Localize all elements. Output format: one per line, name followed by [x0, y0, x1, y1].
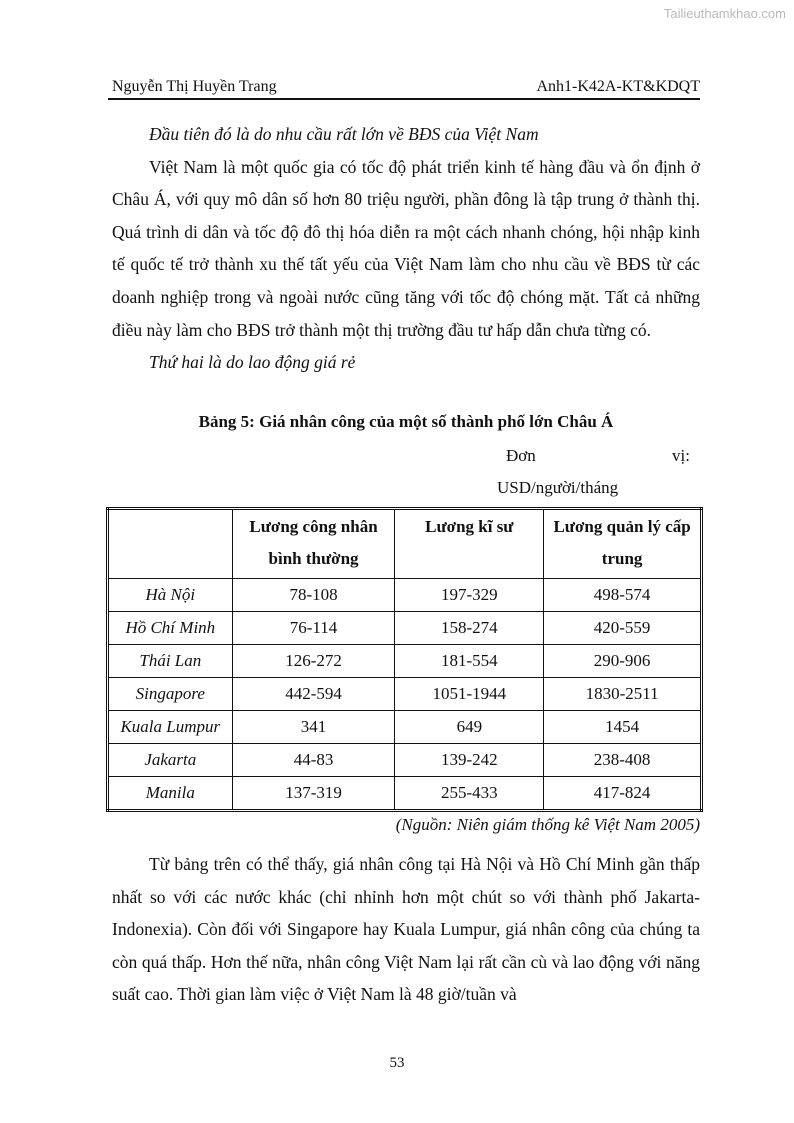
- table-row: [108, 612, 702, 645]
- city-cell: Hà Nội: [108, 579, 233, 612]
- city-cell: Manila: [108, 777, 233, 811]
- table-cell: 238-408: [544, 744, 702, 777]
- table-cell: 181-554: [395, 645, 544, 678]
- table-row: [108, 579, 702, 612]
- city-cell: Kuala Lumpur: [108, 711, 233, 744]
- city-cell: Singapore: [108, 678, 233, 711]
- header-cell-empty: [108, 509, 233, 579]
- unit-label-word2: vị:: [672, 446, 690, 465]
- table-cell: 44-83: [232, 744, 395, 777]
- page-number: 53: [389, 1055, 405, 1071]
- table-caption: Bảng 5: Giá nhân công của một số thành phố lớn Châu Á: [198, 412, 614, 431]
- table-cell: 158-274: [395, 612, 544, 645]
- table-cell: 498-574: [544, 579, 702, 612]
- page-header: [112, 78, 700, 98]
- closing-section: [112, 848, 700, 1011]
- unit-label-word1: Đơn: [506, 446, 536, 465]
- header-rule: [108, 98, 700, 100]
- table-cell: 649: [395, 711, 544, 744]
- table-row: [108, 678, 702, 711]
- table-cell: 139-242: [395, 744, 544, 777]
- table-cell: 341: [232, 711, 395, 744]
- section-2-heading: Thứ hai là do lao động giá rẻ: [149, 352, 356, 373]
- table-cell: 420-559: [544, 612, 702, 645]
- table-cell: 417-824: [544, 777, 702, 811]
- table-cell: 290-906: [544, 645, 702, 678]
- header-cell-engineer-wage: Lương kĩ sư: [395, 509, 544, 579]
- header-cell-manager-wage: Lương quản lý cấp trung: [544, 509, 702, 579]
- table-row: [108, 645, 702, 678]
- table-header-row: [108, 509, 702, 579]
- table-cell: 78-108: [232, 579, 395, 612]
- section-1: [112, 118, 700, 379]
- header-author: Nguyễn Thị Huyền Trang: [112, 78, 277, 95]
- table-cell: 76-114: [232, 612, 395, 645]
- watermark: Tailieuthamkhao.com: [663, 6, 786, 21]
- table-row: [108, 777, 702, 811]
- wage-table: [106, 507, 703, 812]
- header-cell-worker-wage: Lương công nhân bình thường: [232, 509, 395, 579]
- table-cell: 255-433: [395, 777, 544, 811]
- table-cell: 137-319: [232, 777, 395, 811]
- table-cell: 442-594: [232, 678, 395, 711]
- city-cell: Thái Lan: [108, 645, 233, 678]
- section-1-heading: Đầu tiên đó là do nhu cầu rất lớn về BĐS của Việt Nam: [149, 124, 539, 144]
- header-class-code: Anh1-K42A-KT&KDQT: [536, 78, 700, 95]
- table-source: (Nguồn: Niên giám thống kê Việt Nam 2005): [395, 815, 700, 834]
- unit-label-line2: USD/người/tháng: [497, 478, 619, 497]
- table-cell: 1830-2511: [544, 678, 702, 711]
- table-cell: 197-329: [395, 579, 544, 612]
- city-cell: Jakarta: [108, 744, 233, 777]
- table-cell: 126-272: [232, 645, 395, 678]
- closing-paragraph: Từ bảng trên có thể thấy, giá nhân công tại Hà Nội và Hồ Chí Minh gần thấp nhất so với các nước khác (chỉ nhỉnh hơn một chút so với thành phố Jakarta-Indonexia). Còn đối với Singapore hay Kuala Lumpur, giá nhân công của chúng ta còn quá thấp. Hơn thế nữa, nhân công Việt Nam lại rất cần cù và lao động với năng suất cao. Thời gian làm việc ở Việt Nam là 48 giờ/tuần và: [112, 854, 700, 1005]
- section-1-paragraph: Việt Nam là một quốc gia có tốc độ phát triển kinh tế hàng đầu và ổn định ở Châu Á, với quy mô dân số hơn 80 triệu người, phần đông là tập trung ở thành thị. Quá trình di dân và tốc độ đô thị hóa diễn ra một cách nhanh chóng, hội nhập kinh tế quốc tế trở thành xu thế tất yếu của Việt Nam làm cho nhu cầu về BĐS từ các doanh nghiệp trong và ngoài nước cũng tăng với tốc độ chóng mặt. Tất cả những điều này làm cho BĐS trở thành một thị trường đầu tư hấp dẫn chưa từng có.: [112, 156, 700, 340]
- table-cell: 1051-1944: [395, 678, 544, 711]
- city-cell: Hồ Chí Minh: [108, 612, 233, 645]
- table-row: [108, 744, 702, 777]
- table-cell: 1454: [544, 711, 702, 744]
- table-row: [108, 711, 702, 744]
